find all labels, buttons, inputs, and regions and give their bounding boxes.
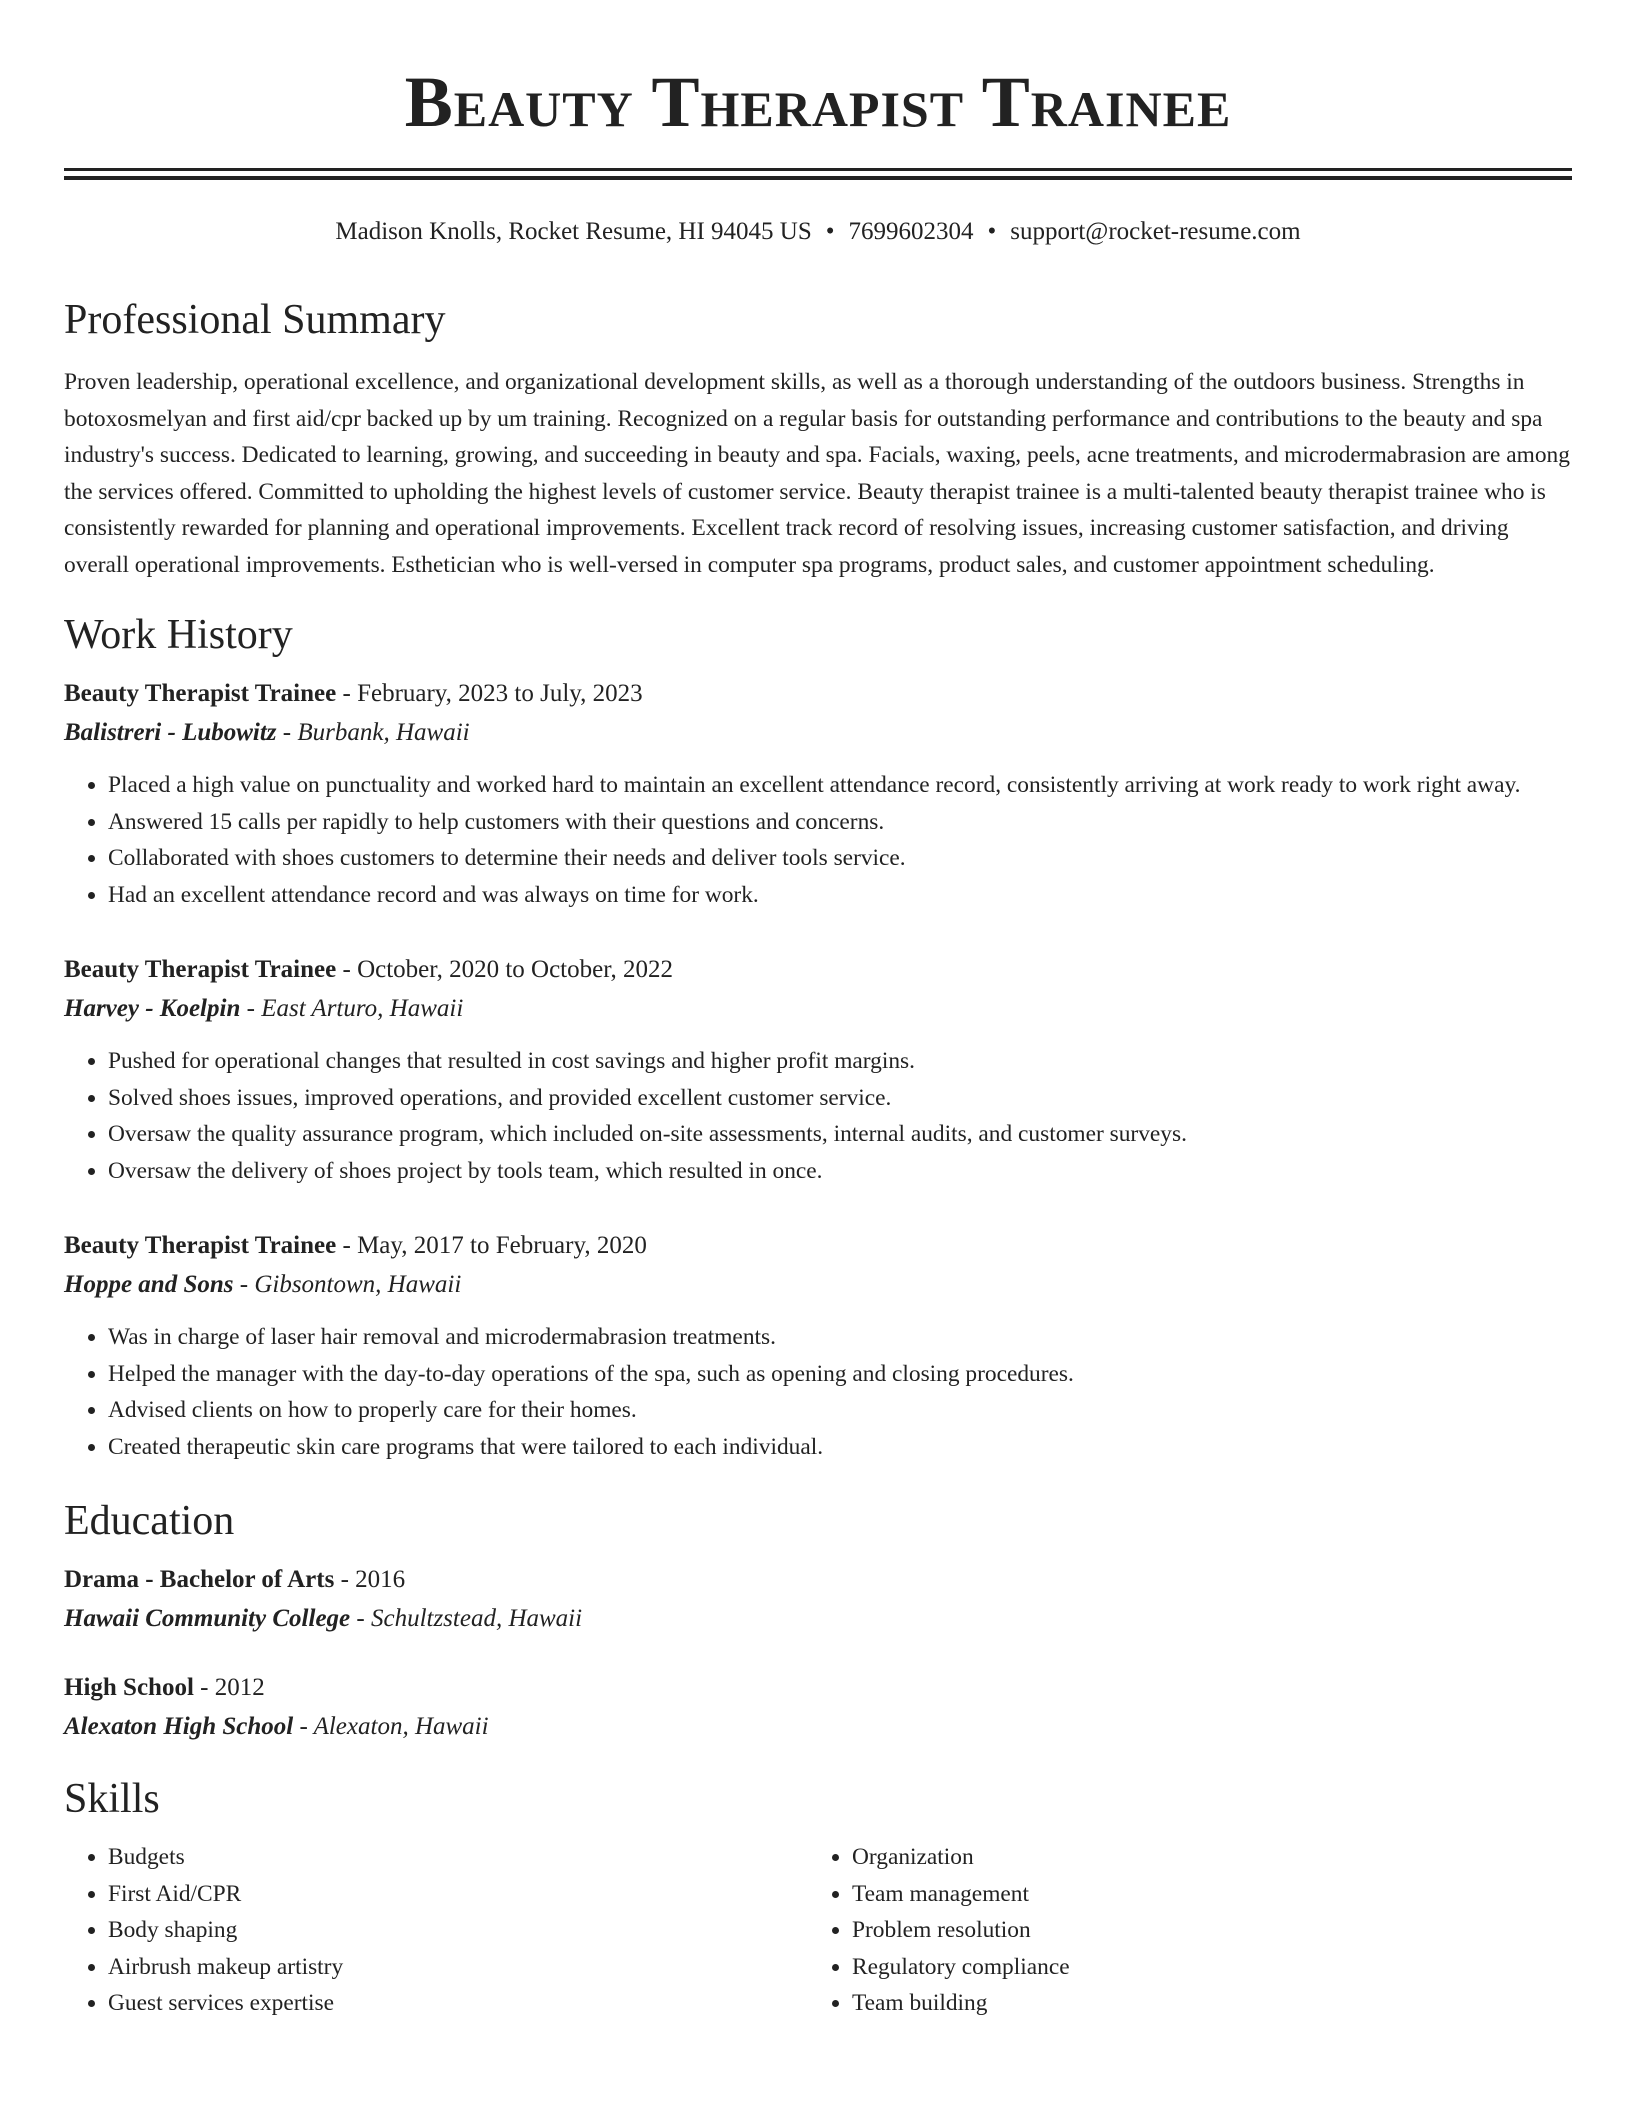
skills-heading: Skills [64,1776,160,1822]
skills-list [64,1839,1572,2022]
contact-address: Madison Knolls, Rocket Resume, HI 94045 US [335,218,812,245]
job-dates: October, 2020 to October, 2022 [357,956,674,983]
job-entry [64,675,1572,913]
job-company-line: Balistreri - Lubowitz - Burbank, Hawaii [64,719,470,746]
skill-item: • Team building [852,1985,1552,2022]
job-bullet: • Was in charge of laser hair removal and microdermabrasion treatments. [108,1319,1572,1356]
education-entry [64,1561,1572,1639]
education-heading: Education [64,1498,235,1544]
title-rule-thick [64,176,1572,180]
skill-item: • Airbrush makeup artistry [108,1949,808,1986]
job-bullet: • Created therapeutic skin care programs that were tailored to each individual. [108,1429,1572,1466]
skills-column-left [64,1839,808,2022]
job-company: Hoppe and Sons [64,1271,234,1298]
resume-title: Beauty Therapist Trainee [404,62,1232,142]
skill-item: • Regulatory compliance [852,1949,1552,1986]
job-title: Beauty Therapist Trainee [64,680,337,707]
job-company: Harvey - Koelpin [64,995,241,1022]
education-school-line: Hawaii Community College - Schultzstead, Hawaii [64,1605,583,1632]
job-bullet: • Placed a high value on punctuality and worked hard to maintain an excellent attendance record, consistently arriving at work ready to work right away. [108,767,1572,804]
job-company: Balistreri - Lubowitz [64,719,277,746]
education-school: Hawaii Community College [64,1605,351,1632]
job-entry [64,1227,1572,1465]
job-bullet: • Oversaw the quality assurance program, which included on-site assessments, internal audits, and customer surveys. [108,1116,1572,1153]
education-year: 2012 [214,1674,265,1701]
education-year: 2016 [355,1566,406,1593]
job-bullet: • Answered 15 calls per rapidly to help customers with their questions and concerns. [108,804,1572,841]
job-bullet: • Collaborated with shoes customers to determine their needs and deliver tools service. [108,840,1572,877]
education-location: Alexaton, Hawaii [313,1713,489,1740]
education-degree-line: Drama - Bachelor of Arts - 2016 [64,1566,406,1593]
job-dates: May, 2017 to February, 2020 [357,1232,647,1259]
job-bullets [64,1043,1572,1189]
job-bullet: • Advised clients on how to properly care for their homes. [108,1392,1572,1429]
summary-text: Proven leadership, operational excellence, and organizational development skills, as well as a thorough understanding of the outdoors business. Strengths in botoxosmelyan and first aid/cpr backed up by um training. Recognized on a regular basis for outstanding performance and contributions to the beauty and spa industry's success. Dedicated to learning, growing, and succeeding in beauty and spa. Facials, waxing, peels, acne treatments, and microdermabrasion are among the services offered. Committed to upholding the highest levels of customer service. Beauty therapist trainee is a multi-talented beauty therapist trainee who is consistently rewarded for planning and operational improvements. Excellent track record of resolving issues, increasing customer satisfaction, and driving overall operational improvements. Esthetician who is well-versed in computer spa programs, product sales, and customer appointment scheduling. [64,369,1570,578]
job-location: Burbank, Hawaii [297,719,470,746]
education-degree: Drama - Bachelor of Arts [64,1566,335,1593]
contact-phone: 7699602304 [848,218,974,245]
contact-email: support@rocket-resume.com [1010,218,1301,245]
job-bullet: • Solved shoes issues, improved operations, and provided excellent customer service. [108,1080,1572,1117]
skill-item: • Problem resolution [852,1912,1552,1949]
job-title-line: Beauty Therapist Trainee - October, 2020 to October, 2022 [64,956,674,983]
job-entry [64,951,1572,1189]
job-title-line: Beauty Therapist Trainee - May, 2017 to February, 2020 [64,1232,647,1259]
skill-item: • Team management [852,1876,1552,1913]
education-school: Alexaton High School [64,1713,294,1740]
job-location: Gibsontown, Hawaii [254,1271,462,1298]
education-location: Schultzstead, Hawaii [370,1605,583,1632]
resume-page [64,0,1572,2022]
job-title-line: Beauty Therapist Trainee - February, 2023 to July, 2023 [64,680,643,707]
skill-item: • Body shaping [108,1912,808,1949]
job-location: East Arturo, Hawaii [261,995,464,1022]
skill-item: • First Aid/CPR [108,1876,808,1913]
job-bullet: • Helped the manager with the day-to-day operations of the spa, such as opening and closing procedures. [108,1356,1572,1393]
skill-item: • Guest services expertise [108,1985,808,2022]
skills-column-right [808,1839,1552,2022]
contact-separator: • [825,218,835,245]
summary-heading: Professional Summary [64,297,446,343]
education-entry [64,1669,1572,1747]
contact-line [64,216,1572,248]
contact-separator: • [987,218,997,245]
job-title: Beauty Therapist Trainee [64,1232,337,1259]
job-bullets [64,767,1572,913]
skill-item: • Budgets [108,1839,808,1876]
job-bullets [64,1319,1572,1465]
education-degree-line: High School - 2012 [64,1674,265,1701]
skill-item: • Organization [852,1839,1552,1876]
job-company-line: Hoppe and Sons - Gibsontown, Hawaii [64,1271,462,1298]
work-history-heading: Work History [64,612,293,658]
job-title: Beauty Therapist Trainee [64,956,337,983]
job-dates: February, 2023 to July, 2023 [357,680,643,707]
job-bullet: • Oversaw the delivery of shoes project by tools team, which resulted in once. [108,1153,1572,1190]
education-degree: High School [64,1674,194,1701]
education-school-line: Alexaton High School - Alexaton, Hawaii [64,1713,489,1740]
title-rule-thin [64,168,1572,171]
job-bullet: • Had an excellent attendance record and was always on time for work. [108,877,1572,914]
job-company-line: Harvey - Koelpin - East Arturo, Hawaii [64,995,464,1022]
job-bullet: • Pushed for operational changes that resulted in cost savings and higher profit margins. [108,1043,1572,1080]
